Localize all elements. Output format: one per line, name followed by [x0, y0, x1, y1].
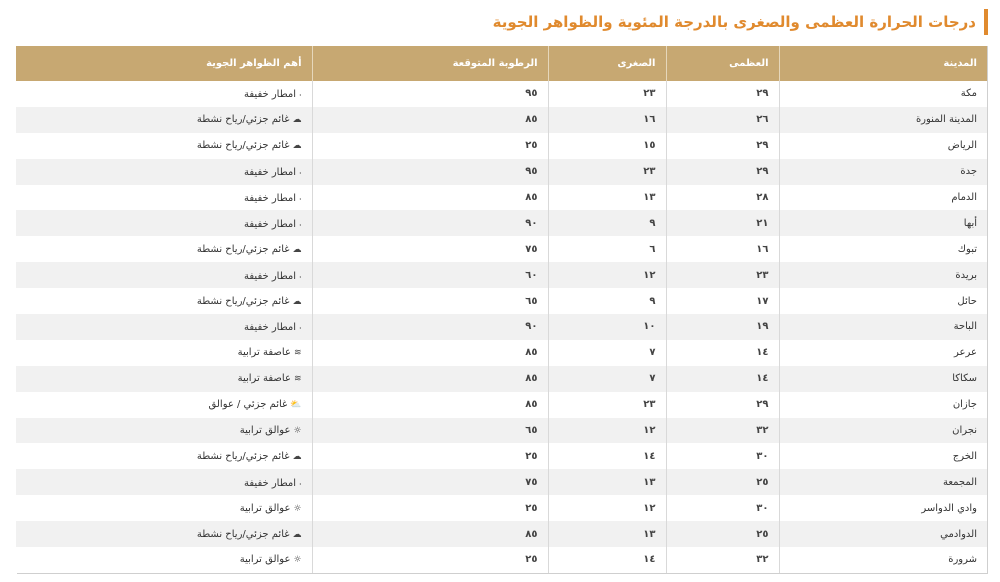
phenomenon-cell: [16, 547, 312, 573]
phenomenon-label: غائم جزئي/رياح نشطة: [196, 114, 290, 126]
weather-table-container: [17, 46, 988, 574]
humidity-cell: ٢٥: [312, 495, 548, 521]
min-temp-cell: ١٤: [548, 443, 666, 469]
humidity-cell: ٩٥: [312, 81, 548, 107]
table-row: [16, 469, 987, 495]
min-temp-cell: ١٤: [548, 547, 666, 573]
city-cell: نجران: [779, 418, 987, 444]
max-temp-cell: ٢٥: [666, 521, 779, 547]
max-temp-cell: ١٦: [666, 236, 779, 262]
title-accent-bar: [984, 9, 988, 35]
table-row: [16, 81, 987, 107]
partly-cloudy-wind-icon: ☁: [292, 115, 302, 126]
light-rain-icon: ⸳: [299, 90, 302, 101]
phenomenon-cell: [16, 314, 312, 340]
phenomenon-label: غائم جزئي/رياح نشطة: [196, 140, 290, 152]
max-temp-cell: ٣٢: [666, 418, 779, 444]
max-temp-cell: ٢٩: [666, 159, 779, 185]
min-temp-cell: ٢٣: [548, 81, 666, 107]
max-temp-cell: ٣٠: [666, 443, 779, 469]
min-temp-cell: ٦: [548, 236, 666, 262]
min-temp-cell: ١٣: [548, 521, 666, 547]
min-temp-cell: ٧: [548, 366, 666, 392]
phenomenon-label: غائم جزئي/رياح نشطة: [196, 243, 290, 255]
min-temp-cell: ١٥: [548, 133, 666, 159]
min-temp-cell: ٢٣: [548, 392, 666, 418]
max-temp-cell: ٢٩: [666, 81, 779, 107]
city-cell: جدة: [779, 159, 987, 185]
humidity-cell: ٧٥: [312, 469, 548, 495]
header-city: المدينة: [779, 46, 987, 81]
humidity-cell: ٦٠: [312, 262, 548, 288]
light-rain-icon: ⸳: [299, 478, 302, 489]
table-row: [16, 236, 987, 262]
phenomenon-cell: [16, 366, 312, 392]
phenomenon-label: امطار خفيفة: [244, 218, 297, 230]
max-temp-cell: ١٤: [666, 366, 779, 392]
city-cell: سكاكا: [779, 366, 987, 392]
phenomenon-cell: [16, 107, 312, 133]
table-row: [16, 547, 987, 573]
city-cell: مكة: [779, 81, 987, 107]
city-cell: تبوك: [779, 236, 987, 262]
humidity-cell: ٨٥: [312, 366, 548, 392]
table-row: [16, 133, 987, 159]
phenomenon-label: غائم جزئي/رياح نشطة: [196, 528, 290, 540]
min-temp-cell: ١٠: [548, 314, 666, 340]
phenomenon-label: عوالق ترابية: [239, 425, 291, 437]
light-rain-icon: ⸳: [299, 194, 302, 204]
phenomenon-label: امطار خفيفة: [244, 193, 297, 204]
phenomenon-cell: [16, 418, 312, 444]
max-temp-cell: ١٤: [666, 340, 779, 366]
humidity-cell: ٢٥: [312, 443, 548, 469]
phenomenon-label: امطار خفيفة: [244, 477, 297, 489]
partly-cloudy-wind-icon: ☁: [292, 451, 302, 462]
page-title-block: [493, 9, 988, 35]
humidity-cell: ٦٥: [312, 418, 548, 444]
min-temp-cell: ٩: [548, 288, 666, 314]
header-max: العظمى: [666, 46, 779, 81]
humidity-cell: ٩٥: [312, 159, 548, 185]
page-title: درجات الحرارة العظمى والصغرى بالدرجة المئوية والظواهر الجوية: [492, 13, 976, 31]
phenomenon-cell: [16, 185, 312, 211]
phenomenon-cell: [16, 443, 312, 469]
header-humidity: الرطوبة المتوقعة: [312, 46, 548, 81]
light-rain-icon: ⸳: [299, 219, 302, 230]
phenomenon-label: عاصفة ترابية: [237, 373, 291, 385]
table-row: [16, 185, 987, 211]
humidity-cell: ٩٠: [312, 210, 548, 236]
city-cell: المجمعة: [779, 469, 987, 495]
humidity-cell: ٨٥: [312, 340, 548, 366]
phenomenon-label: امطار خفيفة: [244, 89, 297, 101]
min-temp-cell: ١٢: [548, 495, 666, 521]
table-row: [16, 340, 987, 366]
phenomenon-label: امطار خفيفة: [244, 322, 297, 334]
humidity-cell: ٨٥: [312, 107, 548, 133]
light-rain-icon: ⸳: [299, 168, 302, 179]
table-row: [16, 210, 987, 236]
humidity-cell: ٦٥: [312, 288, 548, 314]
table-row: [16, 418, 987, 444]
partly-cloudy-wind-icon: ☁: [292, 244, 302, 255]
dust-haze-icon: ☼: [293, 503, 302, 514]
city-cell: بريدة: [779, 262, 987, 288]
min-temp-cell: ١٣: [548, 469, 666, 495]
min-temp-cell: ٢٣: [548, 159, 666, 185]
min-temp-cell: ١٣: [548, 185, 666, 211]
dust-haze-icon: ☼: [293, 426, 302, 437]
table-row: [16, 392, 987, 418]
min-temp-cell: ١٢: [548, 418, 666, 444]
partly-cloudy-wind-icon: ☁: [292, 296, 302, 307]
city-cell: المدينة المنورة: [779, 107, 987, 133]
table-row: [16, 262, 987, 288]
humidity-cell: ٨٥: [312, 521, 548, 547]
city-cell: الخرج: [779, 443, 987, 469]
max-temp-cell: ٢٩: [666, 133, 779, 159]
city-cell: الدوادمي: [779, 521, 987, 547]
humidity-cell: ٢٥: [312, 133, 548, 159]
table-row: [16, 314, 987, 340]
phenomenon-label: غائم جزئي/رياح نشطة: [196, 295, 290, 307]
light-rain-icon: ⸳: [299, 323, 302, 334]
humidity-cell: ٨٥: [312, 185, 548, 211]
phenomenon-cell: [16, 521, 312, 547]
phenomenon-cell: [16, 81, 312, 107]
min-temp-cell: ٧: [548, 340, 666, 366]
phenomenon-cell: [16, 159, 312, 185]
table-row: [16, 495, 987, 521]
table-row: [16, 288, 987, 314]
phenomenon-cell: [16, 495, 312, 521]
phenomenon-cell: [16, 340, 312, 366]
phenomenon-label: عوالق ترابية: [239, 554, 291, 566]
weather-table: [16, 46, 987, 573]
humidity-cell: ٨٥: [312, 392, 548, 418]
table-row: [16, 443, 987, 469]
max-temp-cell: ٢٣: [666, 262, 779, 288]
table-header-row: [16, 46, 987, 81]
partly-cloudy-wind-icon: ☁: [292, 529, 302, 540]
table-row: [16, 366, 987, 392]
light-rain-icon: ⸳: [299, 271, 302, 282]
dust-storm-icon: ≋: [293, 348, 302, 359]
header-min: الصغرى: [548, 46, 666, 81]
phenomenon-cell: [16, 133, 312, 159]
city-cell: جازان: [779, 392, 987, 418]
phenomenon-label: غائم جزئي / عوالق: [208, 399, 288, 411]
humidity-cell: ٢٥: [312, 547, 548, 573]
city-cell: الرياض: [779, 133, 987, 159]
min-temp-cell: ١٦: [548, 107, 666, 133]
phenomenon-label: غائم جزئي/رياح نشطة: [196, 450, 290, 462]
max-temp-cell: ٣٠: [666, 495, 779, 521]
city-cell: الدمام: [779, 185, 987, 211]
phenomenon-cell: [16, 392, 312, 418]
phenomenon-label: عوالق ترابية: [239, 502, 291, 514]
phenomenon-cell: [16, 236, 312, 262]
dust-haze-icon: ☼: [293, 555, 302, 566]
phenomenon-cell: [16, 469, 312, 495]
phenomenon-cell: [16, 288, 312, 314]
city-cell: وادي الدواسر: [779, 495, 987, 521]
partly-cloudy-wind-icon: ☁: [292, 141, 302, 152]
city-cell: أبها: [779, 210, 987, 236]
phenomenon-cell: [16, 262, 312, 288]
max-temp-cell: ٣٢: [666, 547, 779, 573]
max-temp-cell: ٢٩: [666, 392, 779, 418]
max-temp-cell: ٢١: [666, 210, 779, 236]
table-row: [16, 521, 987, 547]
max-temp-cell: ١٩: [666, 314, 779, 340]
city-cell: شرورة: [779, 547, 987, 573]
phenomenon-label: امطار خفيفة: [244, 167, 297, 179]
min-temp-cell: ١٢: [548, 262, 666, 288]
partly-cloudy-haze-icon: ⛅: [290, 400, 302, 411]
max-temp-cell: ٢٨: [666, 185, 779, 211]
dust-storm-icon: ≋: [293, 374, 302, 385]
phenomenon-label: عاصفة ترابية: [237, 347, 291, 359]
humidity-cell: ٩٠: [312, 314, 548, 340]
phenomenon-cell: [16, 210, 312, 236]
humidity-cell: ٧٥: [312, 236, 548, 262]
max-temp-cell: ٢٦: [666, 107, 779, 133]
city-cell: الباحة: [779, 314, 987, 340]
table-body: [16, 81, 987, 573]
min-temp-cell: ٩: [548, 210, 666, 236]
table-row: [16, 159, 987, 185]
max-temp-cell: ٢٥: [666, 469, 779, 495]
city-cell: حائل: [779, 288, 987, 314]
table-row: [16, 107, 987, 133]
city-cell: عرعر: [779, 340, 987, 366]
phenomenon-label: امطار خفيفة: [244, 270, 297, 282]
header-phenomena: أهم الظواهر الجوية: [16, 46, 312, 81]
max-temp-cell: ١٧: [666, 288, 779, 314]
